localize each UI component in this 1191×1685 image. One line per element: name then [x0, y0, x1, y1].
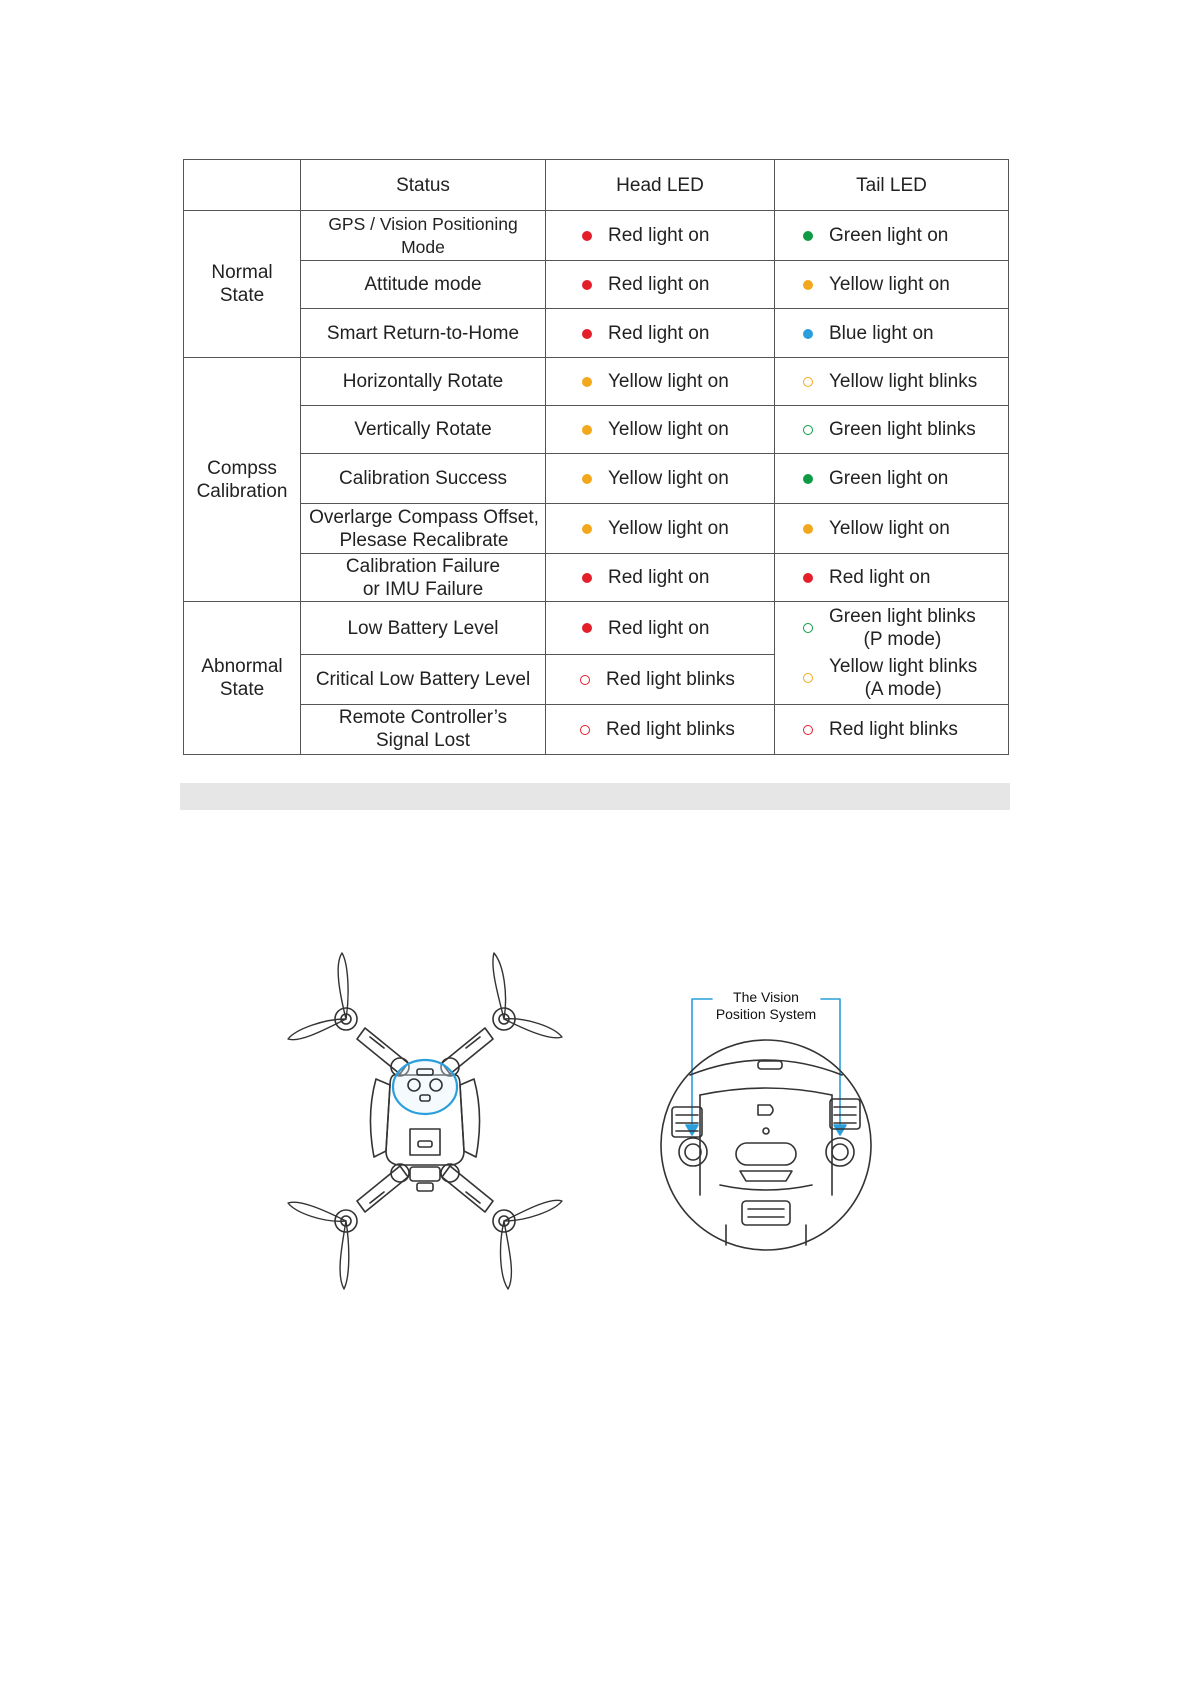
callout-label-line2: Position System: [715, 1006, 817, 1022]
closeup-details: [672, 1060, 860, 1245]
status-cell: Smart Return-to-Home: [301, 309, 546, 357]
table-header-blank: [184, 160, 301, 211]
status-cell: Horizontally Rotate: [301, 357, 546, 405]
led-dot-icon: [803, 524, 813, 534]
status-cell: GPS / Vision Positioning Mode: [301, 211, 546, 261]
head-led-cell: Red light blinks: [546, 654, 775, 704]
drone-bottom-view-illustration: [288, 953, 562, 1289]
head-led-cell: Yellow light on: [546, 357, 775, 405]
led-dot-icon: [580, 675, 590, 685]
led-dot-icon: [580, 725, 590, 735]
head-led-cell: Red light on: [546, 602, 775, 654]
table-row: [184, 602, 1009, 654]
led-dot-icon: [803, 377, 813, 387]
head-led-cell: Red light on: [546, 211, 775, 261]
table-header-head-led: Head LED: [546, 160, 775, 211]
tail-led-cell: Green light on: [775, 453, 1009, 503]
table-row: [184, 504, 1009, 554]
head-led-cell: Yellow light on: [546, 504, 775, 554]
motor-icons: [335, 1008, 515, 1232]
led-dot-icon: [803, 329, 813, 339]
led-dot-icon: [803, 673, 813, 683]
tail-led-cell: Blue light on: [775, 309, 1009, 357]
led-dot-icon: [582, 524, 592, 534]
group-label-compass-calibration: Compss Calibration: [184, 357, 301, 602]
table-row: [184, 309, 1009, 357]
propeller-icons: [288, 953, 562, 1289]
led-dot-icon: [582, 377, 592, 387]
tail-led-cell: Red light blinks: [775, 704, 1009, 754]
section-divider-bar: [180, 783, 1010, 810]
group-label-normal-state: Normal State: [184, 211, 301, 357]
vision-sensor-highlight: [393, 1060, 457, 1114]
table-row: [184, 704, 1009, 754]
led-dot-icon: [803, 623, 813, 633]
table-header-tail-led: Tail LED: [775, 160, 1009, 211]
battery-tail-a-mode: Yellow light blinks (A mode): [803, 655, 1002, 701]
led-dot-icon: [582, 425, 592, 435]
head-led-cell: Red light blinks: [546, 704, 775, 754]
table-header-row: [184, 160, 1009, 211]
drone-bottom-figures: [280, 945, 910, 1325]
status-cell: Critical Low Battery Level: [301, 654, 546, 704]
led-dot-icon: [803, 474, 813, 484]
table-row: [184, 211, 1009, 261]
tail-led-cell: Green light on: [775, 211, 1009, 261]
vision-system-closeup: [661, 989, 871, 1250]
status-cell: Calibration Failure or IMU Failure: [301, 554, 546, 602]
table-row: [184, 405, 1009, 453]
tail-led-cell: Yellow light on: [775, 504, 1009, 554]
table-header-status: Status: [301, 160, 546, 211]
led-dot-icon: [582, 474, 592, 484]
led-dot-icon: [582, 573, 592, 583]
tail-led-cell-battery: [775, 602, 1009, 704]
head-led-cell: Red light on: [546, 554, 775, 602]
table-row: [184, 261, 1009, 309]
table-row: [184, 554, 1009, 602]
callout-label-line1: The Vision: [733, 989, 799, 1005]
head-led-cell: Yellow light on: [546, 405, 775, 453]
led-dot-icon: [803, 573, 813, 583]
led-dot-icon: [582, 231, 592, 241]
tail-led-cell: Yellow light blinks: [775, 357, 1009, 405]
tail-led-cell: Green light blinks: [775, 405, 1009, 453]
group-label-abnormal-state: Abnormal State: [184, 602, 301, 755]
drone-arms: [357, 1028, 493, 1212]
head-led-cell: Red light on: [546, 309, 775, 357]
head-led-cell: Red light on: [546, 261, 775, 309]
status-cell: Remote Controller’s Signal Lost: [301, 704, 546, 754]
status-cell: Overlarge Compass Offset, Plesase Recalibrate: [301, 504, 546, 554]
status-cell: Attitude mode: [301, 261, 546, 309]
head-led-cell: Yellow light on: [546, 453, 775, 503]
battery-tail-p-mode: Green light blinks (P mode): [803, 605, 1002, 651]
led-dot-icon: [582, 623, 592, 633]
led-dot-icon: [803, 231, 813, 241]
tail-led-cell: Red light on: [775, 554, 1009, 602]
status-cell: Vertically Rotate: [301, 405, 546, 453]
led-dot-icon: [582, 280, 592, 290]
led-dot-icon: [803, 425, 813, 435]
table-row: [184, 357, 1009, 405]
table-row: [184, 453, 1009, 503]
led-dot-icon: [803, 725, 813, 735]
status-cell: Low Battery Level: [301, 602, 546, 654]
status-cell: Calibration Success: [301, 453, 546, 503]
tail-led-cell: Yellow light on: [775, 261, 1009, 309]
led-dot-icon: [803, 280, 813, 290]
led-dot-icon: [582, 329, 592, 339]
led-status-table: [183, 159, 1009, 755]
